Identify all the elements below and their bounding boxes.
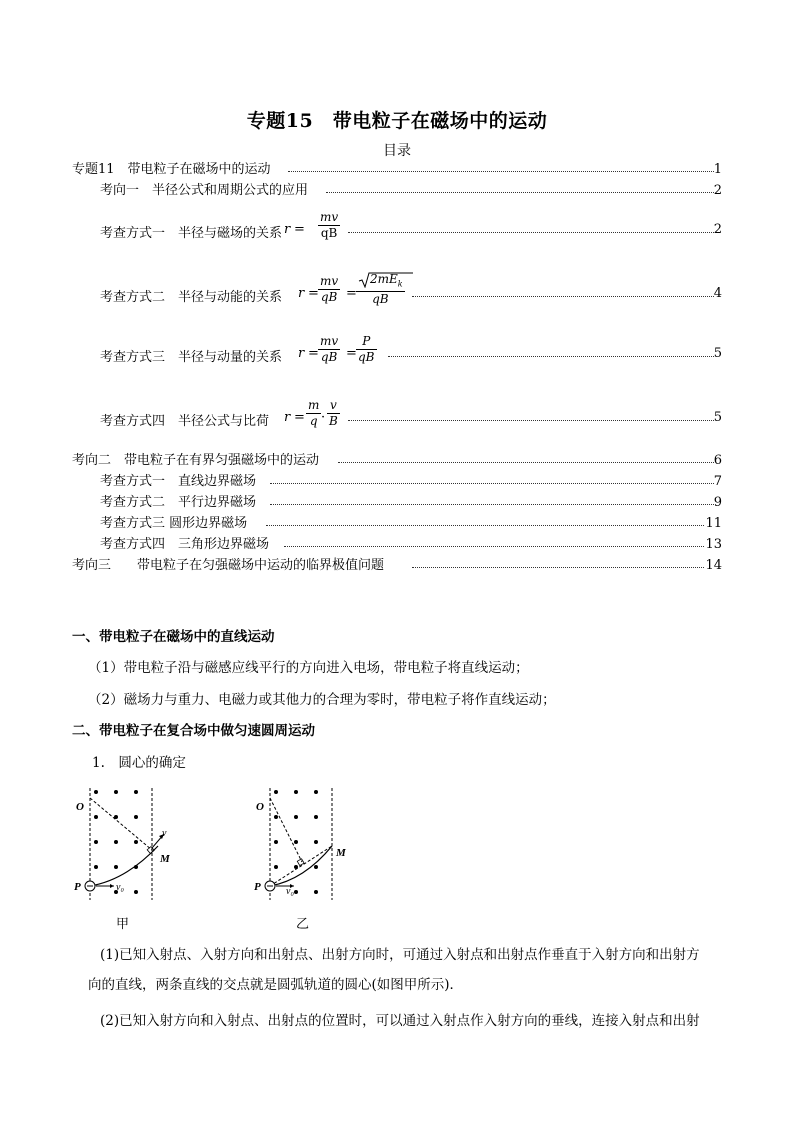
formula-r: r — [298, 286, 305, 301]
toc-entry[interactable] — [0, 535, 794, 555]
toc-entry[interactable] — [0, 514, 794, 534]
page-title: 专题15 带电粒子在磁场中的运动 — [246, 110, 548, 132]
paragraph: (2)已知入射方向和入射点、出射点的位置时，可以通过入射点作入射方向的垂线，连接入射点和出射 — [100, 1013, 700, 1029]
figure-caption: 乙 — [296, 917, 310, 932]
toc-entry[interactable] — [0, 451, 794, 471]
toc-entry[interactable] — [0, 272, 794, 318]
label-v: v — [162, 828, 167, 839]
paragraph: (1)已知入射点、入射方向和出射点、出射方向时，可通过入射点和出射点作垂直于入射方向和出射方 — [100, 947, 700, 963]
paragraph: （1）带电粒子沿与磁感应线平行的方向进入电场，带电粒子将直线运动； — [88, 660, 529, 676]
formula-r: r — [298, 346, 305, 361]
toc-page: 11 — [705, 514, 722, 534]
figure-caption: 甲 — [116, 917, 130, 932]
label-p: P — [254, 881, 261, 893]
toc-page: 2 — [714, 181, 722, 201]
paragraph: 向的直线，两条直线的交点就是圆弧轨道的圆心(如图甲所示)． — [88, 977, 464, 993]
formula-r: r — [284, 410, 291, 425]
toc-entry-label: 考查方式四 三角形边界磁场 — [100, 535, 269, 555]
label-o: O — [256, 801, 264, 813]
paragraph: （2）磁场力与重力、电磁力或其他力的合理为零时，带电粒子将作直线运动； — [88, 692, 556, 708]
sqrt-icon — [358, 272, 414, 288]
section-heading: 二、带电粒子在复合场中做匀速圆周运动 — [72, 723, 315, 739]
toc-entry-label: 考查方式二 半径与动能的关系 — [100, 290, 283, 305]
sub-heading: 1. 圆心的确定 — [92, 755, 186, 771]
figure-yi — [250, 784, 350, 904]
toc-leader — [270, 483, 714, 484]
formula-r: r — [284, 222, 291, 237]
formula-fraction: $\frac{P}{qB}$ — [358, 334, 375, 364]
formula-eq: = — [346, 286, 357, 301]
figure-jia — [70, 784, 170, 904]
toc-entry[interactable] — [0, 160, 794, 180]
formula-fraction: $\frac{mv}{qB}$ — [320, 274, 339, 304]
formula-fraction: $\frac{m}{q}$ — [308, 398, 320, 428]
toc-entry[interactable] — [0, 493, 794, 513]
toc-leader — [348, 420, 714, 421]
toc-page: 2 — [713, 222, 722, 237]
formula-fraction: $\frac{mv}{qB}$ — [320, 210, 339, 240]
toc-leader — [388, 356, 714, 357]
formula-fraction-sqrt: $2mE_k$ qB — [356, 272, 405, 307]
toc-page: 7 — [714, 472, 722, 492]
toc-entry-label: 考查方式二 平行边界磁场 — [100, 493, 256, 513]
toc-entry-label: 考查方式一 半径与磁场的关系 — [100, 226, 283, 241]
toc-page: 5 — [713, 410, 722, 425]
formula-eq: = — [294, 222, 305, 237]
toc-entry-label: 考查方式三 半径与动量的关系 — [100, 350, 283, 365]
label-o: O — [76, 801, 84, 813]
toc-page: 4 — [713, 286, 722, 301]
toc-leader — [348, 232, 714, 233]
formula-dot: · — [321, 410, 326, 425]
toc-entry[interactable] — [0, 210, 794, 256]
toc-leader — [326, 192, 714, 193]
toc-page: 13 — [705, 535, 722, 555]
formula-fraction: $\frac{v}{B}$ — [329, 398, 338, 428]
section-heading: 一、带电粒子在磁场中的直线运动 — [72, 629, 275, 645]
toc-heading: 目录 — [383, 143, 411, 159]
toc-leader — [412, 296, 714, 297]
toc-entry-label: 考查方式四 半径公式与比荷 — [100, 414, 270, 429]
toc-entry-label: 考向三 带电粒子在匀强磁场中运动的临界极值问题 — [72, 556, 384, 576]
toc-entry-label: 考查方式三 圆形边界磁场 — [100, 514, 247, 534]
toc-entry[interactable] — [0, 472, 794, 492]
toc-entry[interactable] — [0, 398, 794, 444]
toc-leader — [270, 504, 714, 505]
formula-fraction: $\frac{mv}{qB}$ — [320, 334, 339, 364]
toc-entry-label: 专题11 带电粒子在磁场中的运动 — [72, 160, 271, 180]
label-v0: v₀ — [116, 882, 124, 893]
toc-entry-label: 考向一 半径公式和周期公式的应用 — [100, 181, 308, 201]
toc-entry[interactable] — [0, 334, 794, 380]
toc-page: 14 — [705, 556, 722, 576]
toc-page: 6 — [714, 451, 722, 471]
toc-leader — [266, 525, 708, 526]
toc-leader — [284, 546, 708, 547]
label-v0: v₀ — [286, 886, 294, 897]
toc-page: 1 — [714, 160, 722, 180]
toc-leader — [412, 567, 708, 568]
toc-entry[interactable] — [0, 181, 794, 201]
formula-eq: = — [308, 286, 319, 301]
label-p: P — [74, 881, 81, 893]
toc-entry[interactable] — [0, 556, 794, 576]
formula-eq: = — [294, 410, 305, 425]
formula-eq: = — [308, 346, 319, 361]
label-m: M — [160, 853, 170, 865]
toc-entry-label: 考查方式一 直线边界磁场 — [100, 472, 256, 492]
toc-leader — [338, 462, 714, 463]
toc-page: 5 — [713, 346, 722, 361]
toc-leader — [288, 171, 714, 172]
formula-eq: = — [346, 346, 357, 361]
toc-entry-label: 考向二 带电粒子在有界匀强磁场中的运动 — [72, 451, 319, 471]
toc-page: 9 — [714, 493, 722, 513]
label-m: M — [336, 847, 346, 859]
